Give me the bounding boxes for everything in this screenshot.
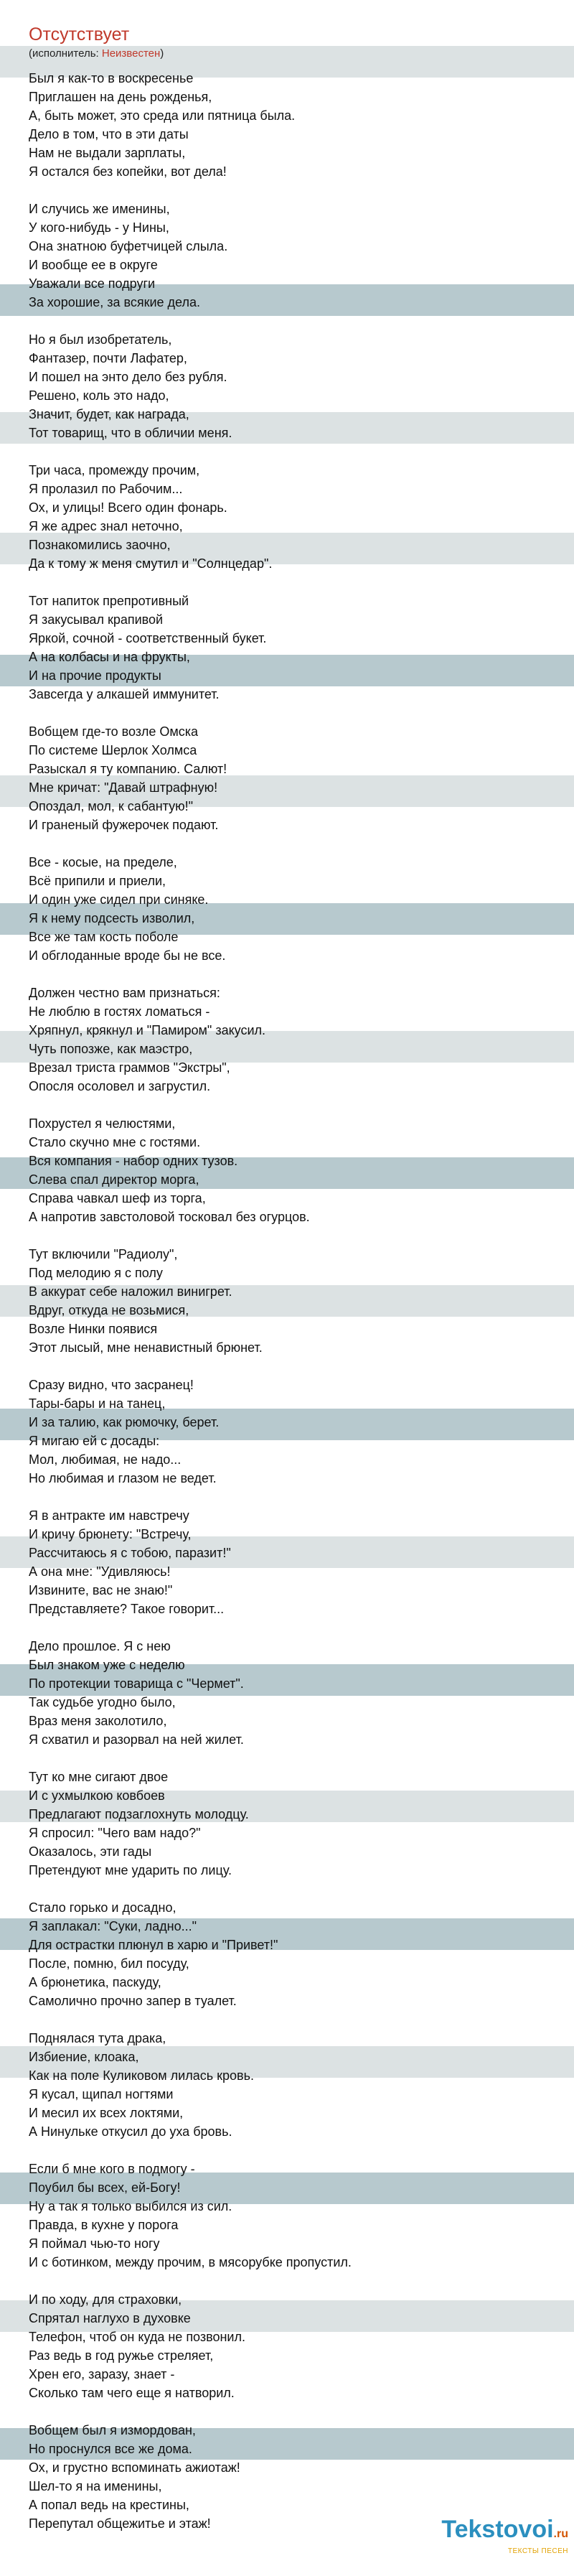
stanza	[29, 461, 545, 573]
lyric-line: И на прочие продукты	[29, 668, 161, 683]
credit-suffix: )	[160, 47, 164, 60]
lyric-line: Похрустел я челюстями,	[29, 1116, 176, 1131]
lyric-line: Тот товарищ, что в обличии меня.	[29, 426, 232, 440]
lyric-line: Претендуют мне ударить по лицу.	[29, 1863, 232, 1877]
stanza	[29, 2029, 545, 2141]
lyric-line: Вобщем где-то возле Омска	[29, 724, 199, 739]
lyric-line: Под мелодию я с полу	[29, 1266, 163, 1280]
lyric-line: Нам не выдали зарплаты,	[29, 146, 186, 160]
lyric-line: Оказалось, эти гады	[29, 1844, 152, 1859]
lyric-line: А на колбасы и на фрукты,	[29, 650, 190, 664]
lyric-line: А напротив завстоловой тосковал без огурцов.	[29, 1210, 310, 1224]
lyric-line: Как на поле Куликовом лилась кровь.	[29, 2068, 254, 2083]
stanza	[29, 330, 545, 442]
lyric-line: Я поймал чью-то ногу	[29, 2236, 160, 2251]
lyric-line: Ну а так я только выбился из сил.	[29, 2199, 232, 2213]
lyric-line: И за талию, как рюмочку, берет.	[29, 1415, 220, 1429]
lyric-line: И случись же именины,	[29, 202, 170, 216]
stanza	[29, 1506, 545, 1618]
artist-credit	[29, 46, 545, 62]
lyric-line: Дело прошлое. Я с нею	[29, 1639, 171, 1653]
lyric-line: Поубил бы всех, ей-Богу!	[29, 2180, 181, 2195]
lyric-line: Я в антракте им навстречу	[29, 1508, 189, 1523]
lyric-line: Мне кричат: "Давай штрафную!	[29, 780, 218, 795]
lyric-line: Мол, любимая, не надо...	[29, 1452, 182, 1467]
lyric-line: Но любимая и глазом не ведет.	[29, 1471, 217, 1485]
lyric-line: И граненый фужерочек подают.	[29, 818, 219, 832]
lyric-line: Уважали все подруги	[29, 276, 156, 291]
lyric-line: Предлагают подзаглохнуть молодцу.	[29, 1807, 249, 1821]
lyric-line: Был знаком уже с неделю	[29, 1658, 185, 1672]
lyric-line: Был я как-то в воскресенье	[29, 71, 194, 85]
lyric-line: Перепутал общежитье и этаж!	[29, 2516, 211, 2531]
lyric-line: За хорошие, за всякие дела.	[29, 295, 200, 309]
lyric-line: Врезал триста граммов "Экстры",	[29, 1060, 230, 1075]
stanza	[29, 1898, 545, 2010]
lyric-line: Возле Нинки появися	[29, 1322, 158, 1336]
lyric-line: Враз меня заколотило,	[29, 1714, 167, 1728]
lyric-line: Значит, будет, как награда,	[29, 407, 189, 421]
lyric-line: Я мигаю ей с досады:	[29, 1434, 160, 1448]
lyric-line: Завсегда у алкашей иммунитет.	[29, 687, 220, 701]
lyric-line: А брюнетика, паскуду,	[29, 1975, 161, 1989]
lyric-line: Фантазер, почти Лафатер,	[29, 351, 187, 365]
stanza	[29, 69, 545, 181]
stanza	[29, 200, 545, 312]
lyric-line: Представляете? Такое говорит...	[29, 1602, 225, 1616]
lyric-line: Стало скучно мне с гостями.	[29, 1135, 201, 1149]
lyric-line: Сколько там чего еще я натворил.	[29, 2386, 235, 2400]
lyric-line: Я пролазил по Рабочим...	[29, 482, 183, 496]
lyric-line: Познакомились заочно,	[29, 538, 171, 552]
lyric-line: Чуть попозже, как маэстро,	[29, 1042, 193, 1056]
lyric-line: Телефон, чтоб он куда не позвонил.	[29, 2330, 245, 2344]
lyric-line: Вдруг, откуда не возьмися,	[29, 1303, 189, 1317]
lyric-line: Три часа, промежду прочим,	[29, 463, 200, 477]
stanza	[29, 2290, 545, 2402]
lyric-line: Раз ведь в год ружье стреляет,	[29, 2348, 214, 2363]
lyric-line: Приглашен на день рожденья,	[29, 90, 212, 104]
lyric-line: Решено, коль это надо,	[29, 388, 169, 403]
stanza	[29, 592, 545, 704]
lyric-line: Я остался без копейки, вот дела!	[29, 164, 227, 179]
lyric-line: Я заплакал: "Суки, ладно..."	[29, 1919, 197, 1933]
logo-name: Tekstovoi	[441, 2516, 554, 2543]
stanza	[29, 1114, 545, 1226]
stanza	[29, 1768, 545, 1880]
lyric-line: Я спросил: "Чего вам надо?"	[29, 1826, 201, 1840]
lyric-line: И вообще ее в округе	[29, 258, 158, 272]
stanza	[29, 853, 545, 965]
lyric-line: Шел-то я на именины,	[29, 2479, 162, 2493]
lyric-line: Но я был изобретатель,	[29, 332, 172, 347]
lyric-line: Ох, и грустно вспоминать ажиотаж!	[29, 2460, 240, 2475]
lyric-line: Я схватил и разорвал на ней жилет.	[29, 1732, 244, 1747]
lyric-line: Сразу видно, что засранец!	[29, 1378, 194, 1392]
lyric-line: Но проснулся все же дома.	[29, 2442, 192, 2456]
song-title: Отсутствует	[29, 24, 130, 45]
lyric-line: И один уже сидел при синяке.	[29, 892, 209, 907]
lyric-line: Справа чавкал шеф из торга,	[29, 1191, 206, 1205]
lyrics-page	[29, 23, 545, 2552]
lyric-line: Хряпнул, крякнул и "Памиром" закусил.	[29, 1023, 266, 1037]
stanza	[29, 1376, 545, 1488]
logo-tagline: ТЕКСТЫ ПЕСЕН	[507, 2547, 568, 2555]
lyric-line: По протекции товарища с "Чермет".	[29, 1676, 244, 1691]
credit-prefix: (исполнитель:	[29, 47, 102, 60]
lyric-line: Если б мне кого в подмогу -	[29, 2162, 195, 2176]
lyric-line: Вся компания - набор одних тузов.	[29, 1154, 238, 1168]
lyric-line: А Нинульке откусил до уха бровь.	[29, 2124, 232, 2139]
lyric-line: Поднялася тута драка,	[29, 2031, 166, 2045]
site-logo[interactable]	[441, 2516, 568, 2556]
lyric-line: И пошел на энто дело без рубля.	[29, 370, 227, 384]
lyric-line: Я же адрес знал неточно,	[29, 519, 183, 533]
stanza	[29, 1637, 545, 1749]
lyric-line: А, быть может, это среда или пятница была.	[29, 108, 296, 123]
lyric-line: Опосля осоловел и загрустил.	[29, 1079, 211, 1093]
lyric-line: Тут включили "Радиолу",	[29, 1247, 178, 1261]
lyric-line: И с ботинком, между прочим, в мясорубке пропустил.	[29, 2255, 352, 2269]
lyric-line: По системе Шерлок Холмса	[29, 743, 197, 757]
lyric-line: Не люблю в гостях ломаться -	[29, 1004, 210, 1019]
lyric-line: И кричу брюнету: "Встречу,	[29, 1527, 192, 1541]
lyric-line: А она мне: "Удивляюсь!	[29, 1564, 171, 1579]
lyric-line: Хрен его, заразу, знает -	[29, 2367, 175, 2381]
stanza	[29, 1245, 545, 1357]
lyric-line: Я к нему подсесть изволил,	[29, 911, 195, 925]
lyric-line: И обглоданные вроде бы не все.	[29, 948, 226, 963]
logo-domain: .ru	[553, 2528, 568, 2540]
lyric-line: И по ходу, для страховки,	[29, 2292, 182, 2307]
lyrics-body	[29, 69, 545, 2533]
lyric-line: Все - косые, на пределе,	[29, 855, 177, 869]
lyric-line: Все же там кость поболе	[29, 930, 179, 944]
lyric-line: Всё припили и приели,	[29, 874, 166, 888]
lyric-line: Для острастки плюнул в харю и "Привет!"	[29, 1938, 278, 1952]
lyric-line: Стало горько и досадно,	[29, 1900, 177, 1915]
lyric-line: Вобщем был я измордован,	[29, 2423, 196, 2437]
lyric-line: Разыскал я ту компанию. Салют!	[29, 762, 227, 776]
lyric-line: Опоздал, мол, к сабантую!"	[29, 799, 193, 813]
lyric-line: Рассчитаюсь я с тобою, паразит!"	[29, 1546, 231, 1560]
artist-link[interactable]: Неизвестен	[101, 47, 161, 60]
lyric-line: Я закусывал крапивой	[29, 612, 164, 627]
stanza	[29, 984, 545, 1096]
lyric-line: Тут ко мне сигают двое	[29, 1770, 169, 1784]
lyric-line: Дело в том, что в эти даты	[29, 127, 189, 141]
lyric-line: Правда, в кухне у порога	[29, 2218, 179, 2232]
lyric-line: Яркой, сочной - соответственный букет.	[29, 631, 267, 645]
lyric-line: Да к тому ж меня смутил и "Солнцедар".	[29, 556, 273, 571]
lyric-line: Тары-бары и на танец,	[29, 1396, 166, 1411]
stanza	[29, 2160, 545, 2272]
lyric-line: Слева спал директор морга,	[29, 1172, 199, 1187]
lyric-line: Извините, вас не знаю!"	[29, 1583, 173, 1597]
lyric-line: Избиение, клоака,	[29, 2050, 139, 2064]
lyric-line: После, помню, бил посуду,	[29, 1956, 189, 1971]
lyric-line: В аккурат себе наложил винигрет.	[29, 1284, 232, 1299]
lyric-line: Я кусал, щипал ногтями	[29, 2087, 174, 2101]
lyric-line: Должен честно вам признаться:	[29, 986, 220, 1000]
lyric-line: Этот лысый, мне ненавистный брюнет.	[29, 1340, 263, 1355]
lyric-line: У кого-нибудь - у Нины,	[29, 220, 169, 235]
lyric-line: Самолично прочно запер в туалет.	[29, 1994, 237, 2008]
lyric-line: Тот напиток препротивный	[29, 594, 189, 608]
lyric-line: Спрятал наглухо в духовке	[29, 2311, 191, 2325]
lyric-line: Ох, и улицы! Всего один фонарь.	[29, 500, 227, 515]
lyric-line: Она знатною буфетчицей слыла.	[29, 239, 228, 253]
lyric-line: А попал ведь на крестины,	[29, 2498, 189, 2512]
lyric-line: И с ухмылкою ковбоев	[29, 1788, 165, 1803]
lyric-line: Так судьбе угодно было,	[29, 1695, 176, 1709]
stanza	[29, 722, 545, 834]
lyric-line: И месил их всех локтями,	[29, 2106, 184, 2120]
